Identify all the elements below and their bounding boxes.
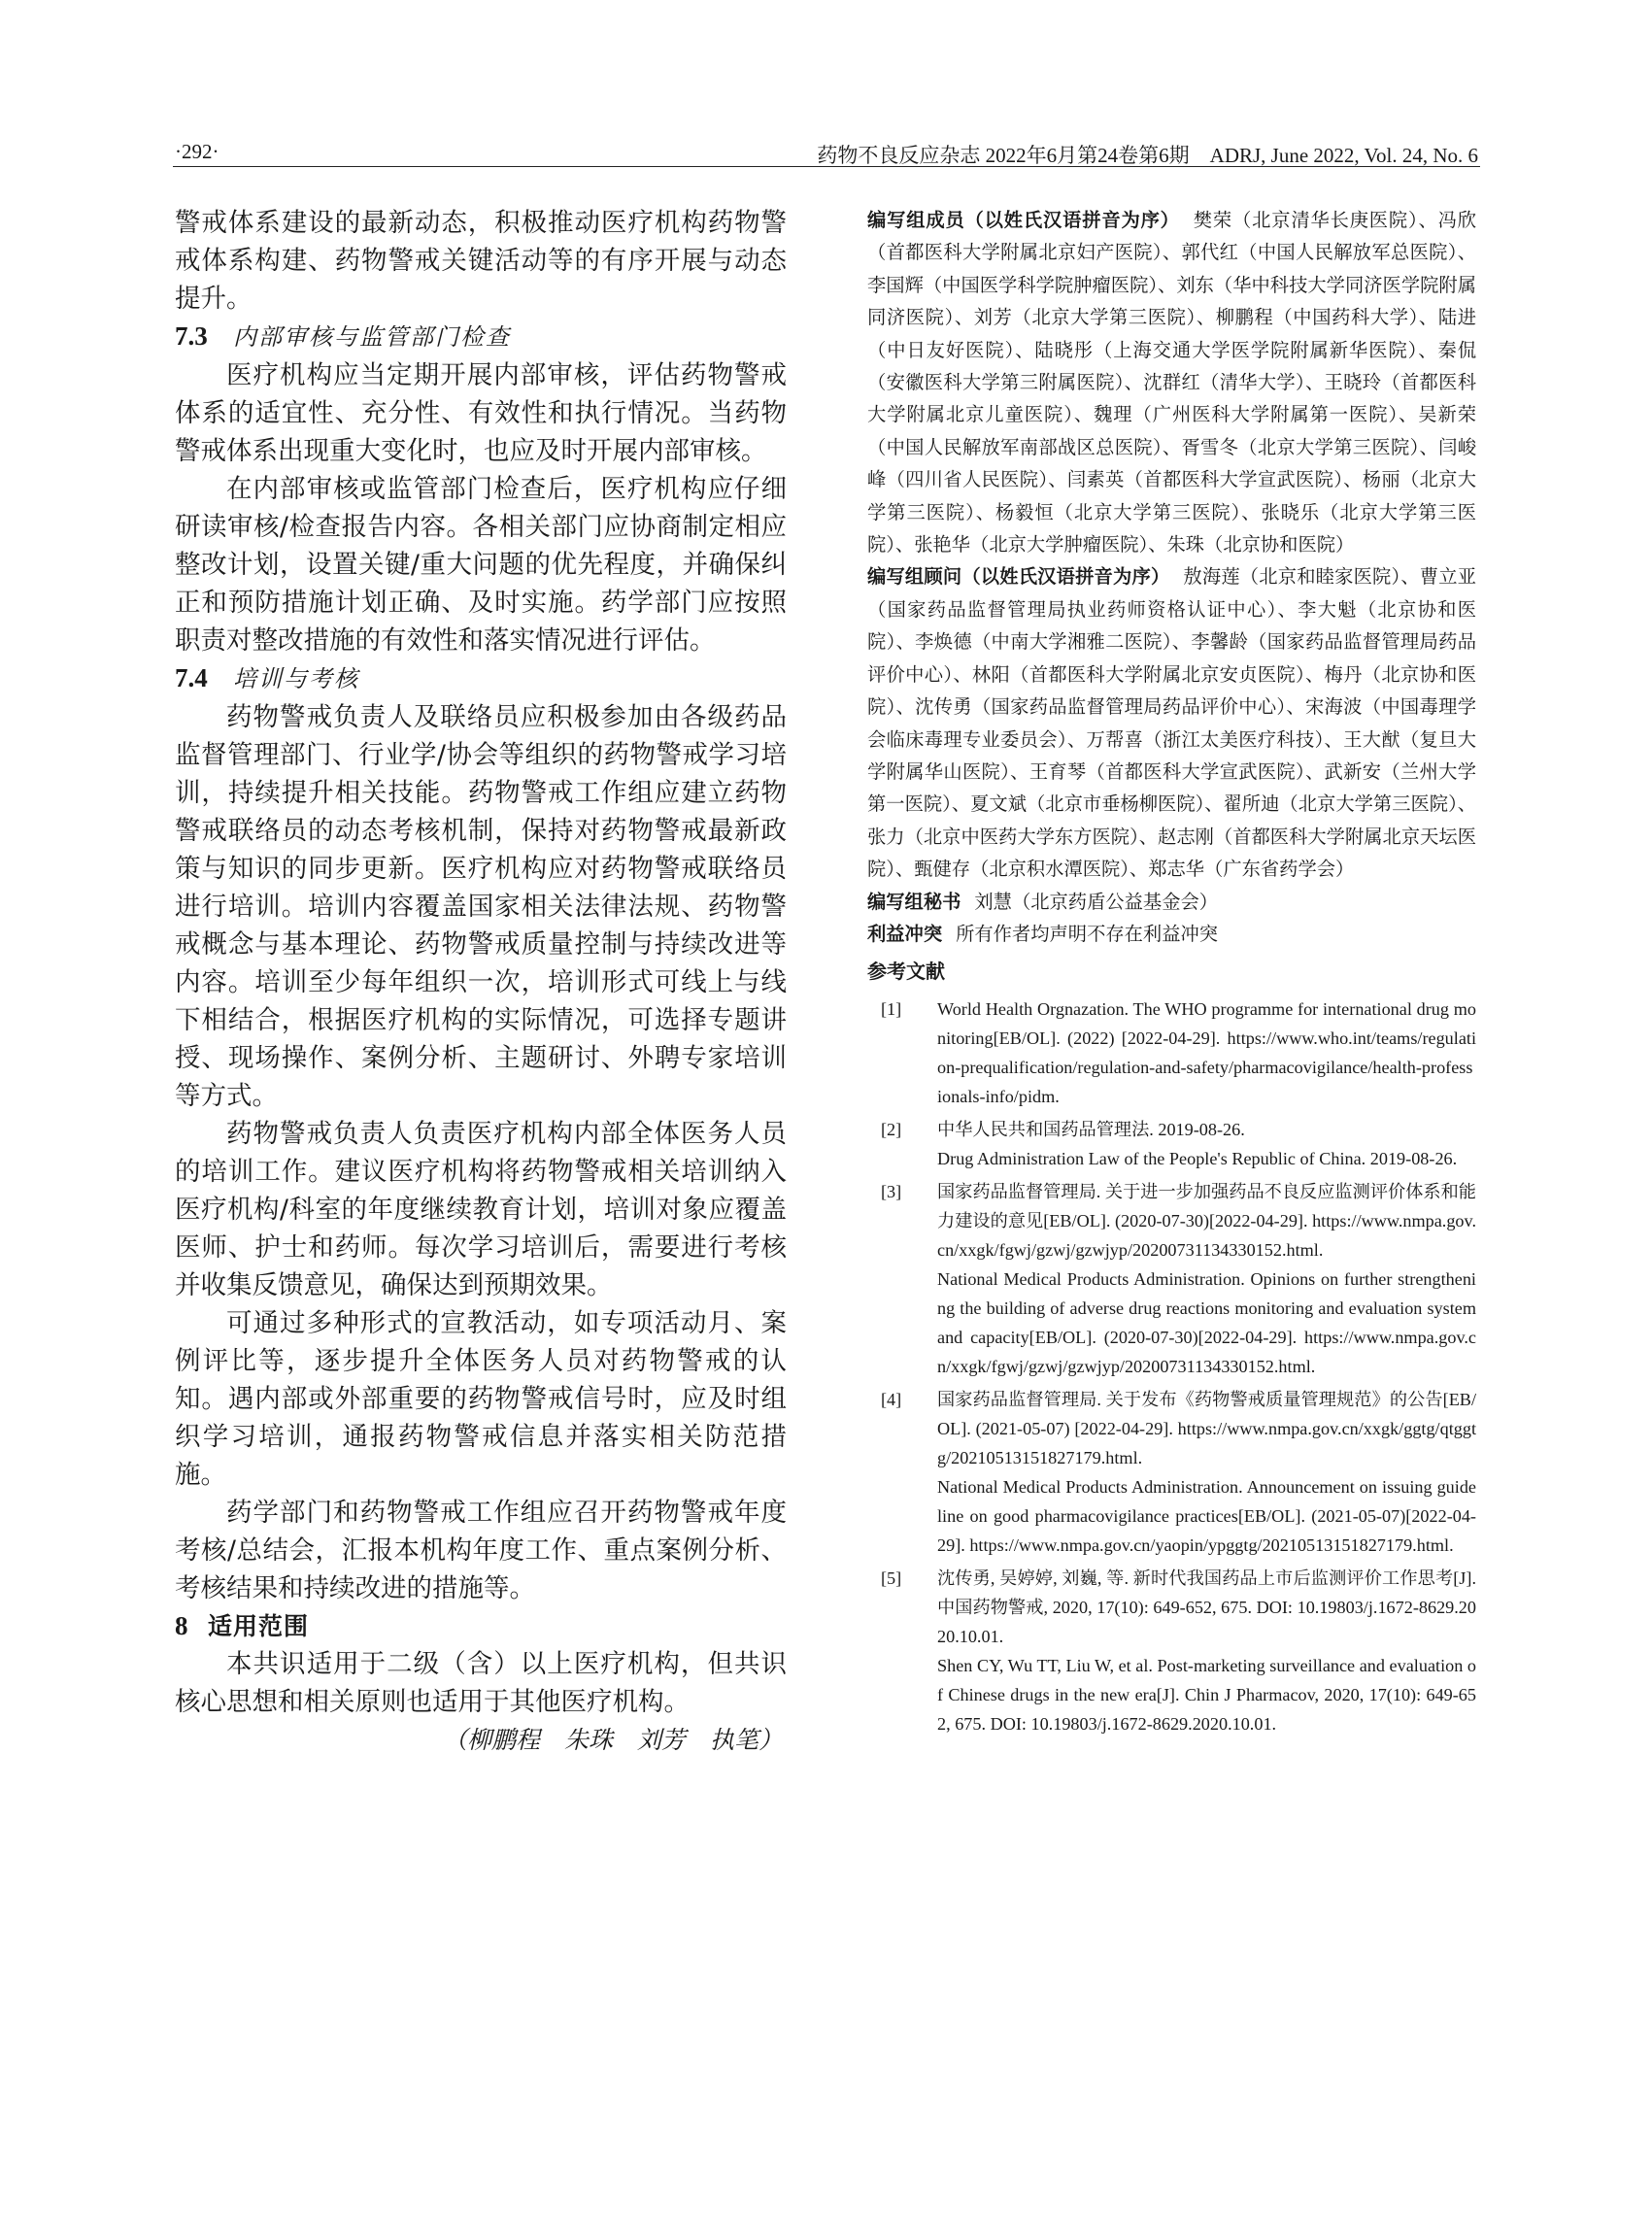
paragraph: 医疗机构应当定期开展内部审核，评估药物警戒体系的适宜性、充分性、有效性和执行情况。当药物警戒体系出现重大变化时，也应及时开展内部审核。 bbox=[175, 360, 787, 466]
writing-group-secretary bbox=[867, 886, 1476, 918]
reference-text: National Medical Products Administration. Opinions on further strengthening the building of adverse drug reactions monitoring and evaluation system and capacity[EB/OL]. (2020-07-30)[2022-04-29]. https://www.nmpa.gov.cn/xxgk/fgwj/gzwj/gzwjyp/20200731134330152.html. bbox=[937, 1269, 1476, 1377]
writing-group-advisors bbox=[867, 560, 1476, 885]
section-number: 7.3 bbox=[175, 321, 208, 351]
conflict-label: 利益冲突 bbox=[867, 922, 943, 945]
right-column bbox=[867, 204, 1476, 1742]
journal-citation: 药物不良反应杂志 2022年6月第24卷第6期 ADRJ, June 2022, Vol. 24, No. 6 bbox=[817, 144, 1478, 167]
reference-item bbox=[867, 1115, 1476, 1173]
references-title: 参考文献 bbox=[867, 960, 945, 984]
reference-text: Shen CY, Wu TT, Liu W, et al. Post-marketing surveillance and evaluation of Chinese drugs in the new era[J]. Chin J Pharmacov, 2020, 17(10): 649-652, 675. DOI: 10.19803/j.1672-8629.2020.10.01. bbox=[937, 1656, 1476, 1735]
reference-number: [4] bbox=[881, 1390, 902, 1410]
page-number: ·292· bbox=[175, 140, 219, 163]
writing-group-members bbox=[867, 204, 1476, 560]
secretary-label: 编写组秘书 bbox=[867, 890, 961, 913]
conflict-of-interest bbox=[867, 918, 1476, 950]
paragraph: 本共识适用于二级（含）以上医疗机构，但共识核心思想和相关原则也适用于其他医疗机构。 bbox=[175, 1649, 787, 1717]
paragraph-continued: 警戒体系建设的最新动态，积极推动医疗机构药物警戒体系构建、药物警戒关键活动等的有序开展与动态提升。 bbox=[175, 208, 787, 314]
reference-list bbox=[867, 995, 1476, 1738]
reference-text: Drug Administration Law of the People's Republic of China. 2019-08-26. bbox=[937, 1149, 1458, 1169]
reference-item bbox=[867, 1385, 1476, 1560]
reference-item bbox=[867, 1564, 1476, 1738]
section-number: 7.4 bbox=[175, 663, 208, 692]
reference-number: [2] bbox=[881, 1120, 902, 1140]
section-title: 培训与考核 bbox=[233, 665, 359, 692]
reference-number: [3] bbox=[881, 1182, 902, 1202]
paragraph: 药物警戒负责人及联络员应积极参加由各级药品监督管理部门、行业学/协会等组织的药物警戒学习培训，持续提升相关技能。药物警戒工作组应建立药物警戒联络员的动态考核机制，保持对药物警戒最新政策与知识的同步更新。医疗机构应对药物警戒联络员进行培训。培训内容覆盖国家相关法律法规、药物警戒概念与基本理论、药物警戒质量控制与持续改进等内容。培训至少每年组织一次，培训形式可线上与线下相结合，根据医疗机构的实际情况，可选择专题讲授、现场操作、案例分析、主题研讨、外聘专家培训等方式。 bbox=[175, 702, 787, 1111]
conflict-text: 所有作者均声明不存在利益冲突 bbox=[956, 922, 1219, 945]
section-heading-7-4 bbox=[175, 659, 787, 698]
paragraph: 药学部门和药物警戒工作组应召开药物警戒年度考核/总结会，汇报本机构年度工作、重点案例分析、考核结果和持续改进的措施等。 bbox=[175, 1498, 787, 1603]
author-signature: （柳鹏程 朱珠 刘芳 执笔） bbox=[442, 1726, 783, 1754]
members-label: 编写组成员（以姓氏汉语拼音为序） bbox=[867, 209, 1180, 231]
reference-text: 国家药品监督管理局. 关于发布《药物警戒质量管理规范》的公告[EB/OL]. (2021-05-07) [2022-04-29]. https://www.nmpa.gov.cn/xxgk/ggtg/qtggtg/20210513151827179.html. bbox=[937, 1390, 1476, 1468]
section-heading-7-3 bbox=[175, 318, 787, 356]
reference-text: 国家药品监督管理局. 关于进一步加强药品不良反应监测评价体系和能力建设的意见[EB/OL]. (2020-07-30)[2022-04-29]. https://www.nmpa.gov.cn/xxgk/fgwj/gzwj/gzwjyp/20200731134330152.html. bbox=[937, 1182, 1476, 1261]
section-title: 内部审核与监管部门检查 bbox=[233, 323, 511, 351]
paragraph: 药物警戒负责人负责医疗机构内部全体医务人员的培训工作。建议医疗机构将药物警戒相关培训纳入医疗机构/科室的年度继续教育计划，培训对象应覆盖医师、护士和药师。每次学习培训后，需要进行考核并收集反馈意见，确保达到预期效果。 bbox=[175, 1119, 787, 1300]
reference-text: 沈传勇, 吴婷婷, 刘巍, 等. 新时代我国药品上市后监测评价工作思考[J]. 中国药物警戒, 2020, 17(10): 649-652, 675. DOI: 10.19803/j.1672-8629.2020.10.01. bbox=[937, 1568, 1476, 1647]
secretary-text: 刘慧（北京药盾公益基金会） bbox=[974, 890, 1219, 913]
section-title: 适用范围 bbox=[208, 1612, 310, 1640]
section-number: 8 bbox=[175, 1611, 188, 1640]
members-text: 樊荣（北京清华长庚医院）、冯欣（首都医科大学附属北京妇产医院）、郭代红（中国人民解放军总医院）、李国辉（中国医学科学院肿瘤医院）、刘东（华中科技大学同济医学院附属同济医院）、刘芳（北京大学第三医院）、柳鹏程（中国药科大学）、陆进（中日友好医院）、陆晓彤（上海交通大学医学院附属新华医院）、秦侃（安徽医科大学第三附属医院）、沈群红（清华大学）、王晓玲（首都医科大学附属北京儿童医院）、魏理（广州医科大学附属第一医院）、吴新荣（中国人民解放军南部战区总医院）、胥雪冬（北京大学第三医院）、闫峻峰（四川省人民医院）、闫素英（首都医科大学宣武医院）、杨丽（北京大学第三医院）、杨毅恒（北京大学第三医院）、张晓乐（北京大学第三医院）、张艳华（北京大学肿瘤医院）、朱珠（北京协和医院） bbox=[867, 209, 1476, 556]
section-heading-8 bbox=[175, 1607, 787, 1645]
reference-item bbox=[867, 995, 1476, 1111]
reference-number: [5] bbox=[881, 1568, 902, 1589]
reference-text: National Medical Products Administration. Announcement on issuing guideline on good pharmacovigilance practices[EB/OL]. (2021-05-07)[2022-04-29]. https://www.nmpa.gov.cn/yaopin/ypggtg/20210513151827179.html. bbox=[937, 1477, 1476, 1556]
running-header bbox=[173, 134, 1480, 167]
reference-text: 中华人民共和国药品管理法. 2019-08-26. bbox=[937, 1120, 1245, 1140]
left-column bbox=[175, 204, 787, 1759]
advisors-text: 敖海莲（北京和睦家医院）、曹立亚（国家药品监督管理局执业药师资格认证中心）、李大魁（北京协和医院）、李焕德（中南大学湘雅二医院）、李馨龄（国家药品监督管理局药品评价中心）、林阳（首都医科大学附属北京安贞医院）、梅丹（北京协和医院）、沈传勇（国家药品监督管理局药品评价中心）、宋海波（中国毒理学会临床毒理专业委员会）、万帮喜（浙江太美医疗科技）、王大猷（复旦大学附属华山医院）、王育琴（首都医科大学宣武医院）、武新安（兰州大学第一医院）、夏文斌（北京市垂杨柳医院）、翟所迪（北京大学第三医院）、张力（北京中医药大学东方医院）、赵志刚（首都医科大学附属北京天坛医院）、甄健存（北京积水潭医院）、郑志华（广东省药学会） bbox=[867, 565, 1477, 881]
reference-number: [1] bbox=[881, 999, 902, 1020]
header-rule bbox=[173, 166, 1480, 167]
paragraph: 在内部审核或监管部门检查后，医疗机构应仔细研读审核/检查报告内容。各相关部门应协商制定相应整改计划，设置关键/重大问题的优先程度，并确保纠正和预防措施计划正确、及时实施。药学部门应按照职责对整改措施的有效性和落实情况进行评估。 bbox=[175, 474, 787, 656]
reference-text: World Health Orgnazation. The WHO programme for international drug monitoring[EB/OL]. (2022) [2022-04-29]. https://www.who.int/teams/regulation-prequalification/regulation-and-safety/pharmacovigilance/health-professionals-info/pidm. bbox=[937, 999, 1476, 1107]
reference-item bbox=[867, 1177, 1476, 1381]
paragraph: 可通过多种形式的宣教活动，如专项活动月、案例评比等，逐步提升全体医务人员对药物警戒的认知。遇内部或外部重要的药物警戒信号时，应及时组织学习培训，通报药物警戒信息并落实相关防范措施。 bbox=[175, 1308, 787, 1490]
advisors-label: 编写组顾问（以姓氏汉语拼音为序） bbox=[867, 565, 1170, 589]
